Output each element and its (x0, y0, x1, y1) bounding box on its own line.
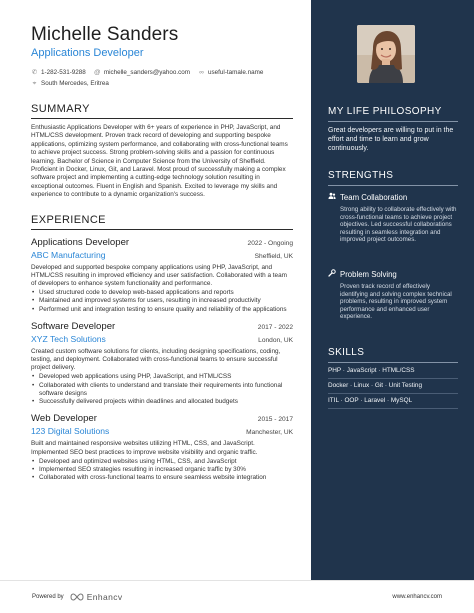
summary-text: Enthusiastic Applications Developer with 6+ years of experience in PHP, JavaScript, and HTML/CSS development. Proven track record of developing and supporting bespoke applications, optimizing system performance, and collaborating with cross-functional teams to achieve project success. Strong problem-solving skills and a passion for continuous learning. Bachelor of Science in Computer Science from the University of Sheffield. Proficient in Docker, Linux, Git, and Laravel. Most proud of successfully making a complex software project and implementing a cutting-edge technology solution resulting in exceptional outcomes. Fluent in English and Spanish. Excited to leverage my skills and experience to contribute to a dynamic organization's success. (31, 124, 288, 199)
footer (0, 580, 474, 613)
website-contact[interactable] (198, 67, 263, 78)
job-entry (31, 237, 293, 314)
footer-website-link[interactable]: www.enhancv.com (392, 594, 442, 600)
infinity-icon (70, 593, 84, 601)
job-location: Manchester, UK (246, 429, 293, 437)
brand-logo[interactable] (70, 592, 123, 602)
summary-heading: SUMMARY (31, 103, 293, 119)
job-company: XYZ Tech Solutions (31, 333, 106, 344)
job-bullets (31, 458, 293, 483)
website-text[interactable]: useful-tamale.name (208, 69, 264, 76)
job-location: Sheffield, UK (254, 252, 293, 260)
job-bullet: • Implemented SEO strategies resulting in increased organic traffic by 30% (31, 466, 293, 474)
sidebar (311, 0, 474, 580)
strength-title: Problem Solving (340, 269, 397, 279)
people-icon (328, 192, 336, 202)
location-contact (31, 78, 109, 89)
strength-title: Team Collaboration (340, 192, 408, 202)
job-dates: 2015 - 2017 (257, 416, 293, 424)
powered-by (32, 592, 123, 602)
job-company: 123 Digital Solutions (31, 426, 110, 437)
strength-item (328, 269, 458, 321)
location-pin-icon: ⌖ (32, 80, 37, 87)
profile-photo-image (357, 25, 415, 83)
experience-heading: EXPERIENCE (31, 214, 293, 230)
job-bullet: • Successfully delivered projects within deadlines and allocated budgets (31, 398, 293, 406)
job-description: Developed and supported bespoke company applications using PHP, JavaScript, and HTML/CSS resulting in improved efficiency and user satisfaction. Collaborated with a team of developers to enhance system functionality and performance. (31, 263, 287, 288)
skills-row: ITIL · OOP · Laravel · MySQL (328, 394, 458, 409)
skills-row: PHP · JavaScript · HTML/CSS (328, 364, 458, 379)
job-entry (31, 413, 293, 482)
wrench-icon (328, 269, 336, 279)
job-description: Built and maintained responsive websites utilizing HTML, CSS, and JavaScript. Implemented SEO best practices to improve website visibility and organic traffic. (31, 440, 258, 456)
job-bullets (31, 289, 293, 314)
job-bullet: • Performed unit and integration testing to ensure quality and reliability of the applications (31, 306, 293, 314)
job-role: Applications Developer (31, 236, 130, 248)
job-bullets (31, 373, 293, 406)
job-bullet: • Used structured code to develop web-based applications and reports (31, 289, 293, 297)
strength-item (328, 192, 458, 244)
job-location: London, UK (258, 336, 293, 344)
brand-name: Enhancv (86, 592, 123, 602)
skills-heading: SKILLS (328, 347, 458, 363)
candidate-name: Michelle Sanders (31, 24, 179, 45)
job-dates: 2017 - 2022 (257, 323, 293, 331)
contact-info (31, 67, 293, 89)
strengths-heading: STRENGTHS (328, 170, 458, 186)
skills-row: Docker · Linux · Git · Unit Testing (328, 379, 458, 394)
strength-description: Strong ability to collaborate effectively with cross-functional teams to achieve project objectives. Led successful collaborations resulting in seamless integration and improved project outcomes. (340, 206, 457, 244)
email-contact[interactable] (94, 67, 190, 78)
location-text: South Mercedes, Eritrea (41, 80, 109, 87)
job-entry (31, 321, 293, 406)
philosophy-text: Great developers are willing to put in the effort and time to learn and grow continuously. (328, 127, 454, 152)
job-bullet: • Developed and optimized websites using HTML, CSS, and JavaScript (31, 458, 293, 466)
job-bullet: • Maintained and improved systems for users, resulting in increased productivity (31, 297, 293, 305)
candidate-title: Applications Developer (31, 47, 144, 59)
phone-icon: ✆ (31, 69, 38, 76)
job-company: ABC Manufacturing (31, 249, 106, 260)
job-description: Created custom software solutions for clients, including designing specifications, coding, testing, and deployment. Collaborated with cross-functional teams to ensure successful project delivery. (31, 347, 281, 372)
profile-photo (357, 25, 415, 83)
skills-list (328, 364, 458, 409)
job-bullet: • Collaborated with clients to understand and translate their requirements into functional software designs (31, 382, 293, 398)
powered-by-label: Powered by (32, 594, 64, 600)
job-bullet: • Collaborated with cross-functional teams to ensure seamless website integration (31, 474, 293, 482)
email-text[interactable]: michelle_sanders@yahoo.com (103, 69, 191, 76)
job-role: Web Developer (31, 413, 97, 425)
job-bullet: • Developed web applications using PHP, JavaScript, and HTML/CSS (31, 373, 293, 381)
philosophy-heading: MY LIFE PHILOSOPHY (328, 106, 458, 122)
at-icon: @ (94, 69, 101, 76)
job-role: Software Developer (31, 320, 116, 332)
phone-text: 1-282-531-9288 (41, 69, 86, 76)
phone-contact (31, 67, 86, 78)
strength-description: Proven track record of effectively identifying and solving complex technical problems, resulting in improved system performance and enhanced user experience. (340, 283, 452, 321)
link-icon: ∞ (199, 69, 204, 76)
job-dates: 2022 - Ongoing (247, 239, 293, 247)
